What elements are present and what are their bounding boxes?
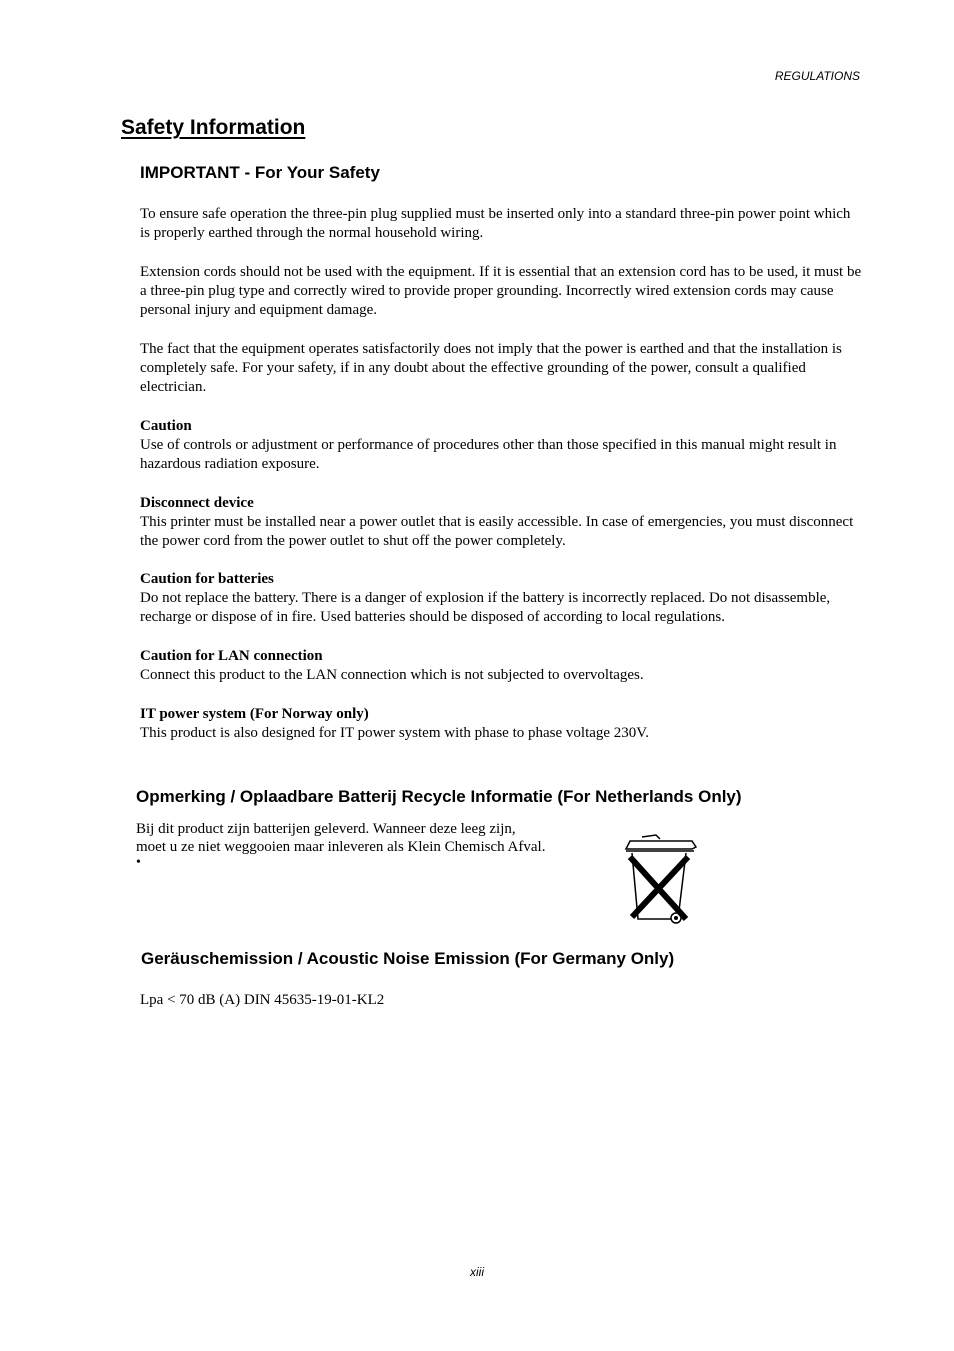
- it-power-text: This product is also designed for IT power system with phase to phase voltage 230V.: [140, 725, 649, 742]
- important-paragraph-1: To ensure safe operation the three-pin plug supplied must be inserted only into a standard three-pin power point which is properly earthed through the normal household wiring.: [140, 206, 851, 242]
- crossed-out-wheelie-bin-icon: [620, 833, 700, 928]
- page-title: Safety Information: [121, 116, 306, 139]
- caution-label: Caution: [140, 418, 192, 434]
- lan-caution-note: [140, 647, 864, 685]
- it-power-label: IT power system (For Norway only): [140, 706, 369, 722]
- lan-caution-label: Caution for LAN connection: [140, 648, 323, 664]
- battery-caution-note: [140, 570, 864, 628]
- lan-caution-text: Connect this product to the LAN connection which is not subjected to overvoltages.: [140, 667, 644, 684]
- it-power-note: [140, 705, 864, 743]
- running-header: REGULATIONS: [774, 69, 860, 83]
- important-paragraph-3: The fact that the equipment operates satisfactorily does not imply that the power is earthed and that the installation is completely safe. For your safety, if in any doubt about the effective grounding of the power, consult a qualified electrician.: [140, 341, 842, 396]
- netherlands-heading: Opmerking / Oplaadbare Batterij Recycle Informatie (For Netherlands Only): [136, 787, 742, 806]
- important-paragraph-2: Extension cords should not be used with the equipment. If it is essential that an extension cord has to be used, it must be a three-pin plug type and correctly wired to provide proper grounding. Incorrectly wired extension cords may cause personal injury and equipment damage.: [140, 264, 862, 319]
- netherlands-text: [136, 820, 586, 870]
- battery-caution-text: Do not replace the battery. There is a danger of explosion if the battery is incorrectly replaced. Do not disassemble, recharge or dispose of in fire. Used batteries should be disposed of according to local regulations.: [140, 590, 831, 626]
- noise-emission-value: Lpa < 70 dB (A) DIN 45635-19-01-KL2: [140, 992, 385, 1008]
- netherlands-line-2: moet u ze niet weggooien maar inleveren als Klein Chemisch Afval.: [136, 839, 546, 855]
- caution-note: [140, 417, 864, 475]
- germany-heading: Geräuschemission / Acoustic Noise Emission (For Germany Only): [141, 949, 675, 968]
- page-number: xiii: [470, 1265, 484, 1279]
- disconnect-device-text: This printer must be installed near a power outlet that is easily accessible. In case of emergencies, you must disconnect the power cord from the power outlet to shut off the power completely.: [140, 514, 854, 550]
- battery-caution-label: Caution for batteries: [140, 571, 274, 587]
- netherlands-line-1: Bij dit product zijn batterijen geleverd. Wanneer deze leeg zijn,: [136, 821, 516, 837]
- disconnect-device-label: Disconnect device: [140, 495, 254, 511]
- caution-text: Use of controls or adjustment or performance of procedures other than those specified in this manual might result in hazardous radiation exposure.: [140, 437, 837, 473]
- disconnect-device-note: [140, 494, 864, 552]
- important-heading: IMPORTANT - For Your Safety: [140, 163, 380, 182]
- bullet: •: [136, 855, 141, 870]
